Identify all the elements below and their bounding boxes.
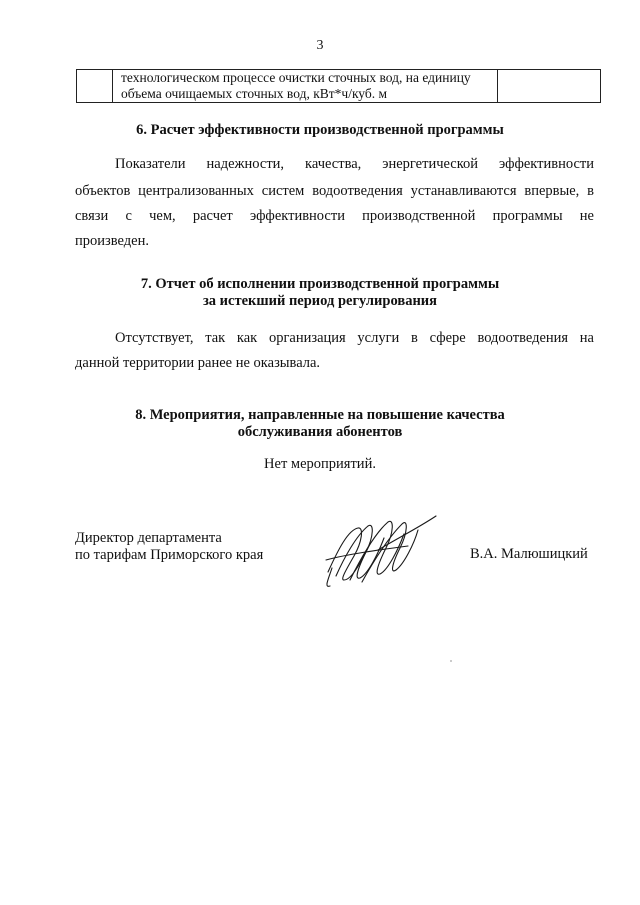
continued-table <box>76 69 601 103</box>
table-cell-number <box>77 70 113 103</box>
table-cell-indicator <box>113 70 498 103</box>
section-8-text: Нет мероприятий. <box>264 456 376 472</box>
signer-name: В.А. Малюшицкий <box>470 546 588 562</box>
section-7-heading-line-1: 7. Отчет об исполнении производственной программы <box>140 276 500 292</box>
section-8-heading-line-2: обслуживания абонентов <box>237 424 403 440</box>
section-6-line-1: Показатели надежности, качества, энергетической эффективности <box>115 156 594 172</box>
signer-position-line-1: Директор департамента <box>75 530 222 546</box>
table-cell-line-1: технологическом процессе очистки сточных вод, на единицу <box>121 70 471 85</box>
handwritten-signature <box>318 510 438 590</box>
section-6-line-4: произведен. <box>75 233 149 249</box>
section-6-line-2: объектов централизованных систем водоотведения устанавливаются впервые, в <box>75 183 594 199</box>
signer-position-line-2: по тарифам Приморского края <box>75 547 264 563</box>
section-8-heading <box>0 407 640 441</box>
table-cell-line-2: объема очищаемых сточных вод, кВт*ч/куб. м <box>121 86 388 101</box>
section-8-heading-line-1: 8. Мероприятия, направленные на повышение качества <box>135 407 505 423</box>
table-row <box>77 70 601 103</box>
table-cell-value <box>498 70 601 103</box>
section-6-heading: 6. Расчет эффективности производственной программы <box>136 122 504 138</box>
section-7-line-1: Отсутствует, так как организация услуги в сфере водоотведения на <box>115 330 594 346</box>
section-7-line-2: данной территории ранее не оказывала. <box>75 355 321 371</box>
page-number: 3 <box>316 38 324 53</box>
section-6-line-3: связи с чем, расчет эффективности производственной программы не <box>75 208 594 224</box>
scan-speck <box>450 660 452 662</box>
section-7-heading-line-2: за истекший период регулирования <box>202 293 438 309</box>
section-7-heading <box>0 276 640 310</box>
